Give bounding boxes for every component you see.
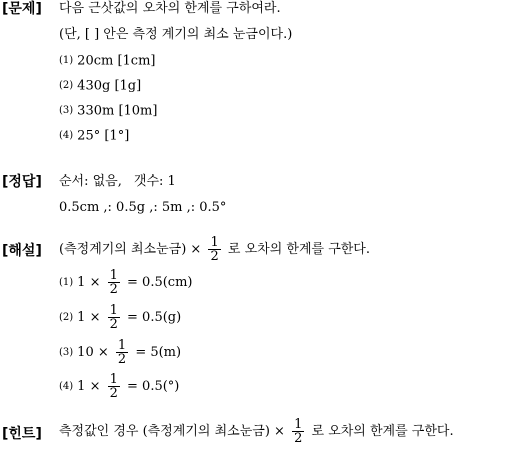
item-text: 20cm [1cm]	[77, 53, 156, 69]
item-number: (3)	[59, 105, 74, 116]
fraction	[108, 304, 120, 331]
item-text: 330m [10m]	[77, 103, 158, 119]
solution-right: = 0.5(°)	[127, 379, 180, 394]
answer-order: 순서: 없음,	[59, 174, 122, 189]
fraction-numerator: 1	[210, 235, 219, 250]
problem-condition: (단, [ ] 안은 측정 계기의 최소 눈금이다.)	[59, 27, 293, 42]
answer-meta	[59, 173, 176, 191]
solution-right: = 0.5(cm)	[127, 275, 193, 290]
solution-left: 1 ×	[77, 275, 101, 290]
item-text: 25° [1°]	[77, 128, 130, 144]
hint-suffix: 로 오차의 한계를 구한다.	[311, 424, 454, 439]
fraction-denominator: 2	[109, 386, 118, 401]
item-number: (1)	[59, 55, 74, 66]
solution-intro-prefix: (측정계기의 최소눈금) ×	[59, 242, 202, 257]
fraction	[108, 373, 120, 400]
problem-statement: 다음 근삿값의 오차의 한계를 구하여라.	[59, 1, 281, 16]
hint-label: [힌트]	[2, 426, 42, 442]
fraction-denominator: 2	[294, 431, 303, 446]
solution-item-3	[59, 339, 181, 366]
hint-prefix: 측정값인 경우 (측정계기의 최소눈금) ×	[59, 424, 285, 439]
solution-left: 1 ×	[77, 310, 101, 325]
fraction-numerator: 1	[117, 338, 127, 353]
solution-item-1	[59, 269, 192, 296]
item-text: 430g [1g]	[77, 78, 142, 94]
solution-item-2	[59, 304, 181, 331]
item-number: (2)	[59, 80, 74, 91]
solution-left: 10 ×	[77, 345, 109, 360]
fraction-numerator: 1	[294, 417, 303, 432]
solution-intro-suffix: 로 오차의 한계를 구한다.	[227, 242, 371, 257]
item-number: (4)	[59, 380, 74, 392]
solution-label: [해설]	[2, 243, 42, 259]
solution-left: 1 ×	[77, 379, 101, 394]
answer-count: 갯수: 1	[133, 174, 176, 189]
answer-values: 0.5cm ,: 0.5g ,: 5m ,: 0.5°	[59, 200, 227, 215]
solution-right: = 5(m)	[135, 345, 182, 360]
problem-item-2	[59, 77, 141, 96]
fraction-numerator: 1	[109, 372, 118, 387]
solution-item-4	[59, 373, 179, 400]
fraction	[116, 339, 128, 366]
fraction	[208, 236, 220, 263]
problem-item-3	[59, 102, 157, 121]
fraction-numerator: 1	[109, 303, 118, 318]
fraction-denominator: 2	[117, 352, 127, 367]
item-number: (3)	[59, 346, 74, 358]
fraction-denominator: 2	[210, 249, 219, 264]
problem-item-1	[59, 52, 155, 71]
solution-right: = 0.5(g)	[127, 310, 182, 325]
solution-intro	[59, 236, 370, 263]
fraction-denominator: 2	[109, 282, 118, 297]
problem-item-4	[59, 127, 129, 146]
item-number: (2)	[59, 311, 74, 323]
answer-label: [정답]	[2, 174, 42, 190]
problem-label: [문제]	[2, 1, 42, 17]
fraction	[292, 418, 304, 445]
item-number: (4)	[59, 130, 74, 141]
hint-text	[59, 418, 454, 445]
fraction-denominator: 2	[109, 317, 118, 332]
fraction-numerator: 1	[109, 268, 118, 283]
item-number: (1)	[59, 276, 74, 288]
fraction	[108, 269, 120, 296]
